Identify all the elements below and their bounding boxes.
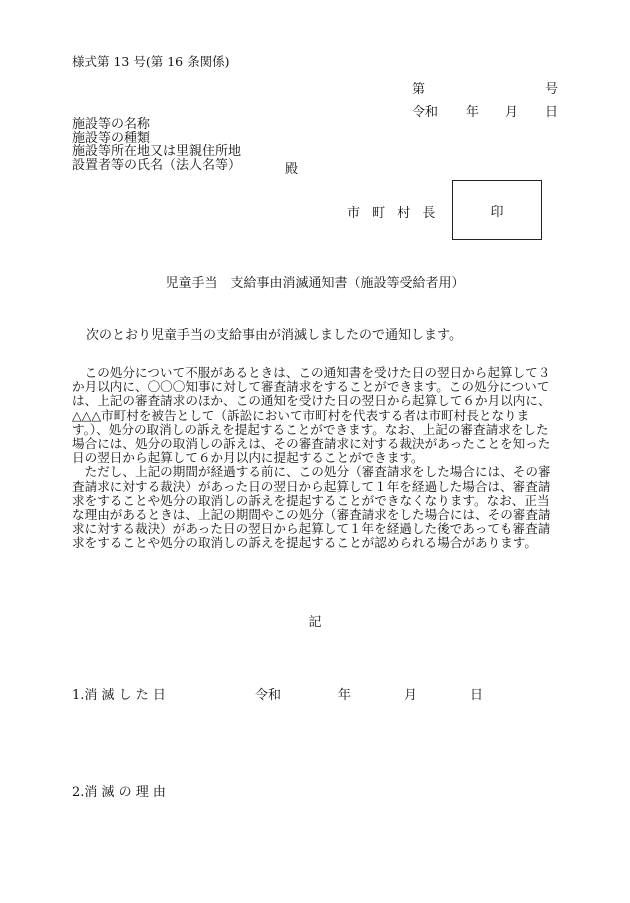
reference-dai: 第 <box>412 82 426 97</box>
facility-address-label: 施設等所在地又は里親住所地 <box>72 144 242 159</box>
seal-box <box>452 180 542 240</box>
item1-date-year: 年 <box>338 688 352 703</box>
mayor-title: 市 町 村 長 <box>347 206 440 221</box>
issue-date-era: 令和 <box>412 105 439 120</box>
document-title: 児童手当 支給事由消滅通知書（施設等受給者用） <box>165 276 465 291</box>
seal-label: 印 <box>490 204 504 220</box>
facility-name-label: 施設等の名称 <box>72 117 151 132</box>
addressee-block <box>72 118 241 172</box>
reference-go: 号 <box>545 82 559 97</box>
appeal-paragraph: ただし、上記の期間が経過する前に、この処分（審査請求をした場合には、その審査請求に対する裁決）があった日の翌日から起算して１年を経過した場合は、審査請求をすることや処分の取消しの訴えを提起することができなくなります。なお、正当な理由があるときは、上記の期間やこの処分（審査請求をした場合には、その審査請求に対する裁決）があった日の翌日から起算して１年を経過した後であっても審査請求をすることや処分の取消しの訴えを提起することが認められる場合があります。 <box>72 464 551 551</box>
founder-name-label: 設置者等の氏名（法人名等） <box>72 157 242 173</box>
form-number: 様式第 13 号(第 16 条関係) <box>72 54 230 69</box>
item1-date-month: 月 <box>404 688 418 703</box>
item1-date-era: 令和 <box>255 688 282 703</box>
intro-text: 次のとおり児童手当の支給事由が消滅しましたので通知します。 <box>86 328 462 343</box>
honorific: 殿 <box>285 162 299 177</box>
ki-heading: 記 <box>308 615 322 630</box>
issue-date-month: 月 <box>505 105 519 120</box>
item1-label: 1.消 滅 し た 日 <box>72 688 166 703</box>
item2-label: 2.消 滅 の 理 由 <box>72 785 166 800</box>
issue-date-year: 年 <box>466 105 480 120</box>
item1-date-day: 日 <box>470 688 484 703</box>
issue-date-day: 日 <box>545 105 559 120</box>
facility-type-label: 施設等の種類 <box>72 130 151 146</box>
appeal-notice <box>72 366 560 551</box>
appeal-paragraph: この処分について不服があるときは、この通知書を受けた日の翌日から起算して３か月以内に、〇〇〇知事に対して審査請求をすることができます。この処分については、上記の審査請求のほか、この通知を受けた日の翌日から起算して６か月以内に、△△△市町村を被告として（訴訟において市町村を代表する者は市町村長となります。）、処分の取消しの訴えを提起することができます。なお、上記の審査請求をした場合には、処分の取消しの訴えは、その審査請求に対する裁決があったことを知った日の翌日から起算して６か月以内に提起することができます。 <box>72 365 551 466</box>
